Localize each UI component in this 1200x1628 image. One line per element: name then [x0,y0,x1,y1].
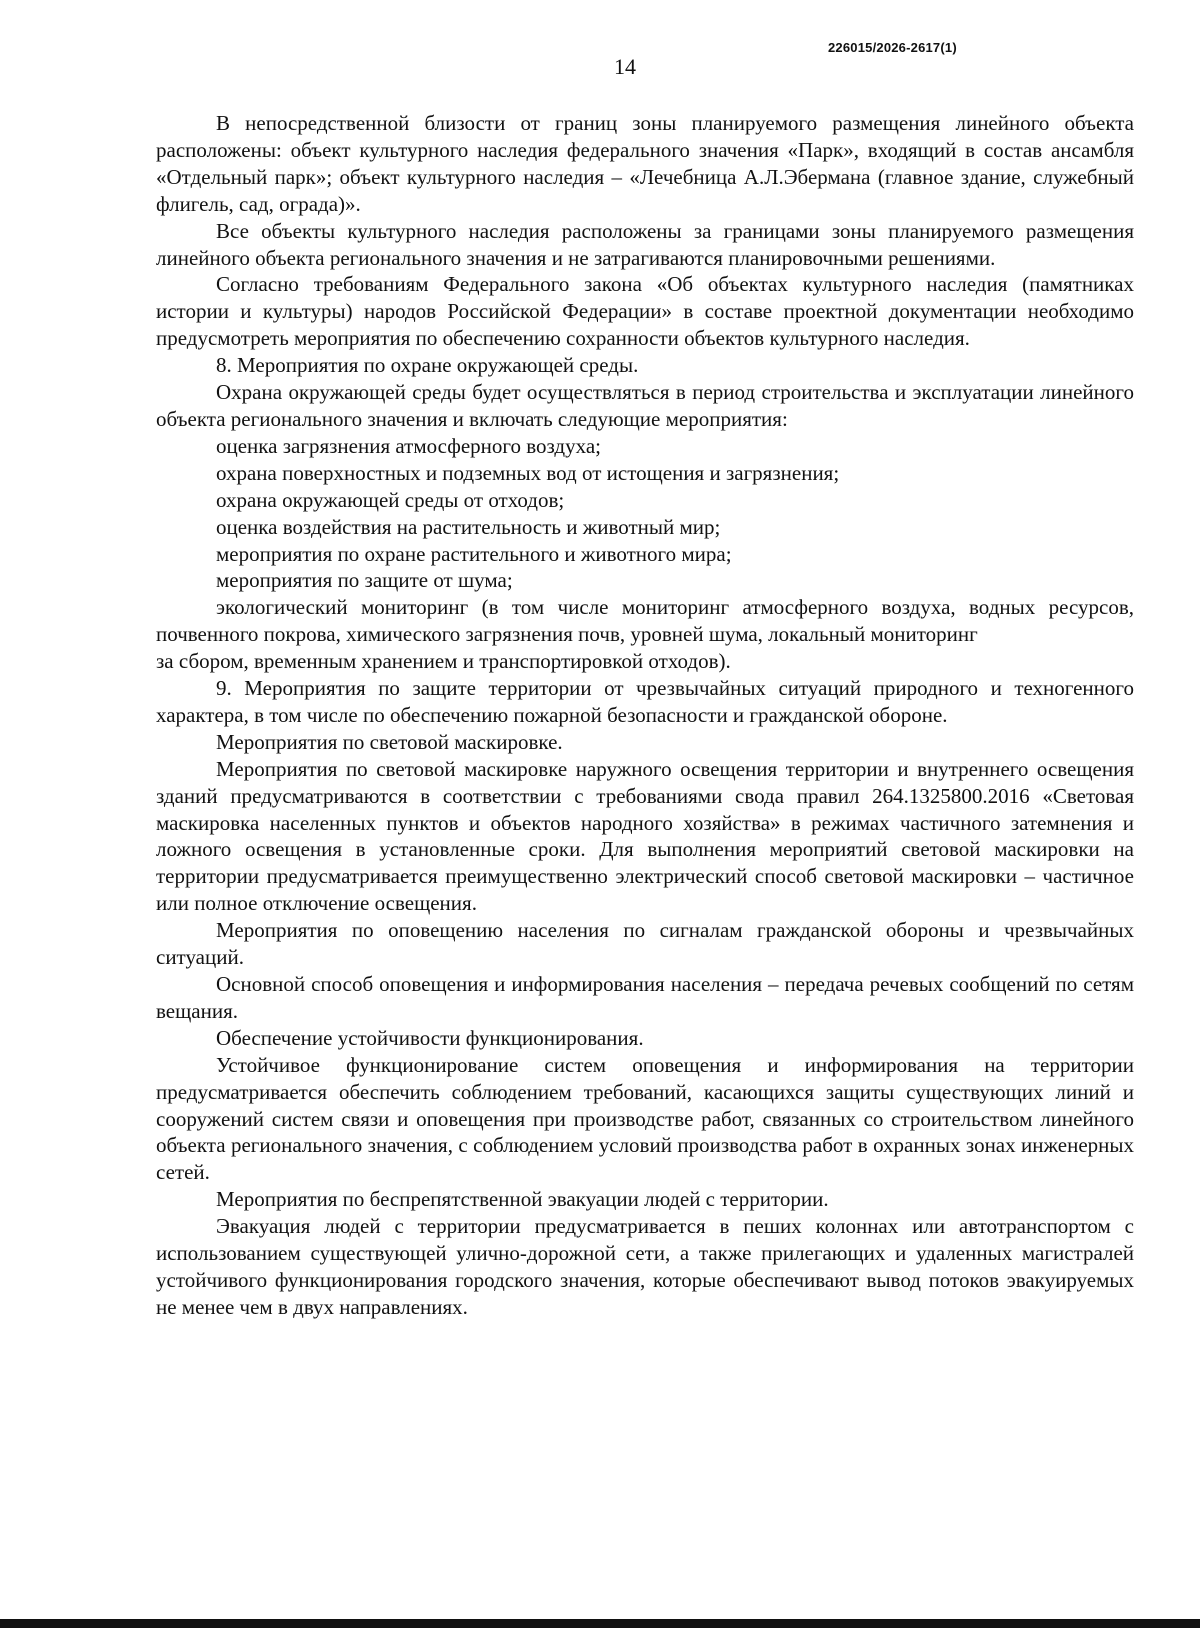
list-item-flora-fauna-impact: оценка воздействия на растительность и животный мир; [216,514,721,539]
section-heading-emergency: 9. Мероприятия по защите территории от чрезвычайных ситуаций природного и техногенного характера, в том числе по обеспечению пожарной безопасности и гражданской обороне. [156,676,1134,727]
list-item-air-pollution: оценка загрязнения атмосферного воздуха; [216,433,601,458]
subheading-population-alert: Мероприятия по оповещению населения по сигналам гражданской обороны и чрезвычайных ситуаций. [156,918,1134,970]
paragraph-light-masking: Мероприятия по световой маскировке наружного освещения территории и внутреннего освещения зданий предусматриваются в соответствии с требованиями свода правил 264.1325800.2016 «Световая маскировка населенных пунктов и объектов народного хозяйства» в режимах частичного затемнения и ложного освещения в установленные сроки. Для выполнения мероприятий световой маскировки на территории предусматривается преимущественно электрический способ световой маскировки – частичное или полное отключение освещения. [156,756,1134,916]
subheading-light-masking: Мероприятия по световой маскировке. [216,729,563,754]
paragraph-alert-method: Основной способ оповещения и информирования населения – передача речевых сообщений по сетям вещания. [156,972,1134,1023]
paragraph-federal-law-requirements: Согласно требованиям Федерального закона «Об объектах культурного наследия (памятниках истории и культуры) народов Российской Федерации» в составе проектной документации необходимо предусмотреть мероприятия по обеспечению сохранности объектов культурного наследия. [156,272,1134,351]
document-body [156,110,1134,1321]
list-item-monitoring-continued: за сбором, временным хранением и транспортировкой отходов). [156,649,731,674]
list-item-waste: охрана окружающей среды от отходов; [216,487,565,512]
paragraph-evacuation: Эвакуация людей с территории предусматривается в пеших колоннах или автотранспортом с использованием существующей улично-дорожной сети, а также прилегающих и удаленных магистралей устойчивого функционирования городского значения, которые обеспечивают вывод потоков эвакуируемых не менее чем в двух направлениях. [156,1214,1134,1319]
list-item-water-protection: охрана поверхностных и подземных вод от истощения и загрязнения; [216,460,840,485]
list-item-monitoring: экологический мониторинг (в том числе мониторинг атмосферного воздуха, водных ресурсов, почвенного покрова, химического загрязнения почв, уровней шума, локальный мониторинг [156,595,1134,647]
document-registration-code: 226015/2026-2617(1) [828,40,957,55]
list-item-flora-fauna-protection: мероприятия по охране растительного и животного мира; [216,541,732,566]
list-item-noise: мероприятия по защите от шума; [216,568,513,593]
subheading-stability: Обеспечение устойчивости функционирования. [216,1025,644,1050]
section-heading-environment: 8. Мероприятия по охране окружающей среды. [216,353,639,378]
paragraph-environment-intro: Охрана окружающей среды будет осуществляться в период строительства и эксплуатации линейного объекта регионального значения и включать следующие мероприятия: [156,380,1134,431]
subheading-evacuation: Мероприятия по беспрепятственной эвакуации людей с территории. [216,1187,829,1212]
paragraph-cultural-heritage-nearby: В непосредственной близости от границ зоны планируемого размещения линейного объекта расположены: объект культурного наследия федерального значения «Парк», входящий в состав ансамбля «Отдельный парк»; объект культурного наследия – «Лечебница А.Л.Эбермана (главное здание, служебный флигель, сад, ограда)». [156,111,1134,216]
page-number-text: 14 [614,54,636,79]
page-number [0,54,1200,80]
paragraph-cultural-heritage-outside: Все объекты культурного наследия расположены за границами зоны планируемого размещения линейного объекта регионального значения и не затрагиваются планировочными решениями. [156,218,1134,270]
scan-bottom-edge [0,1619,1200,1628]
paragraph-stability: Устойчивое функционирование систем оповещения и информирования на территории предусматривается обеспечить соблюдением требований, касающихся защиты существующих линий и сооружений систем связи и оповещения при производстве работ, связанных со строительством линейного объекта регионального значения, с соблюдением условий производства работ в охранных зонах инженерных сетей. [156,1052,1134,1185]
